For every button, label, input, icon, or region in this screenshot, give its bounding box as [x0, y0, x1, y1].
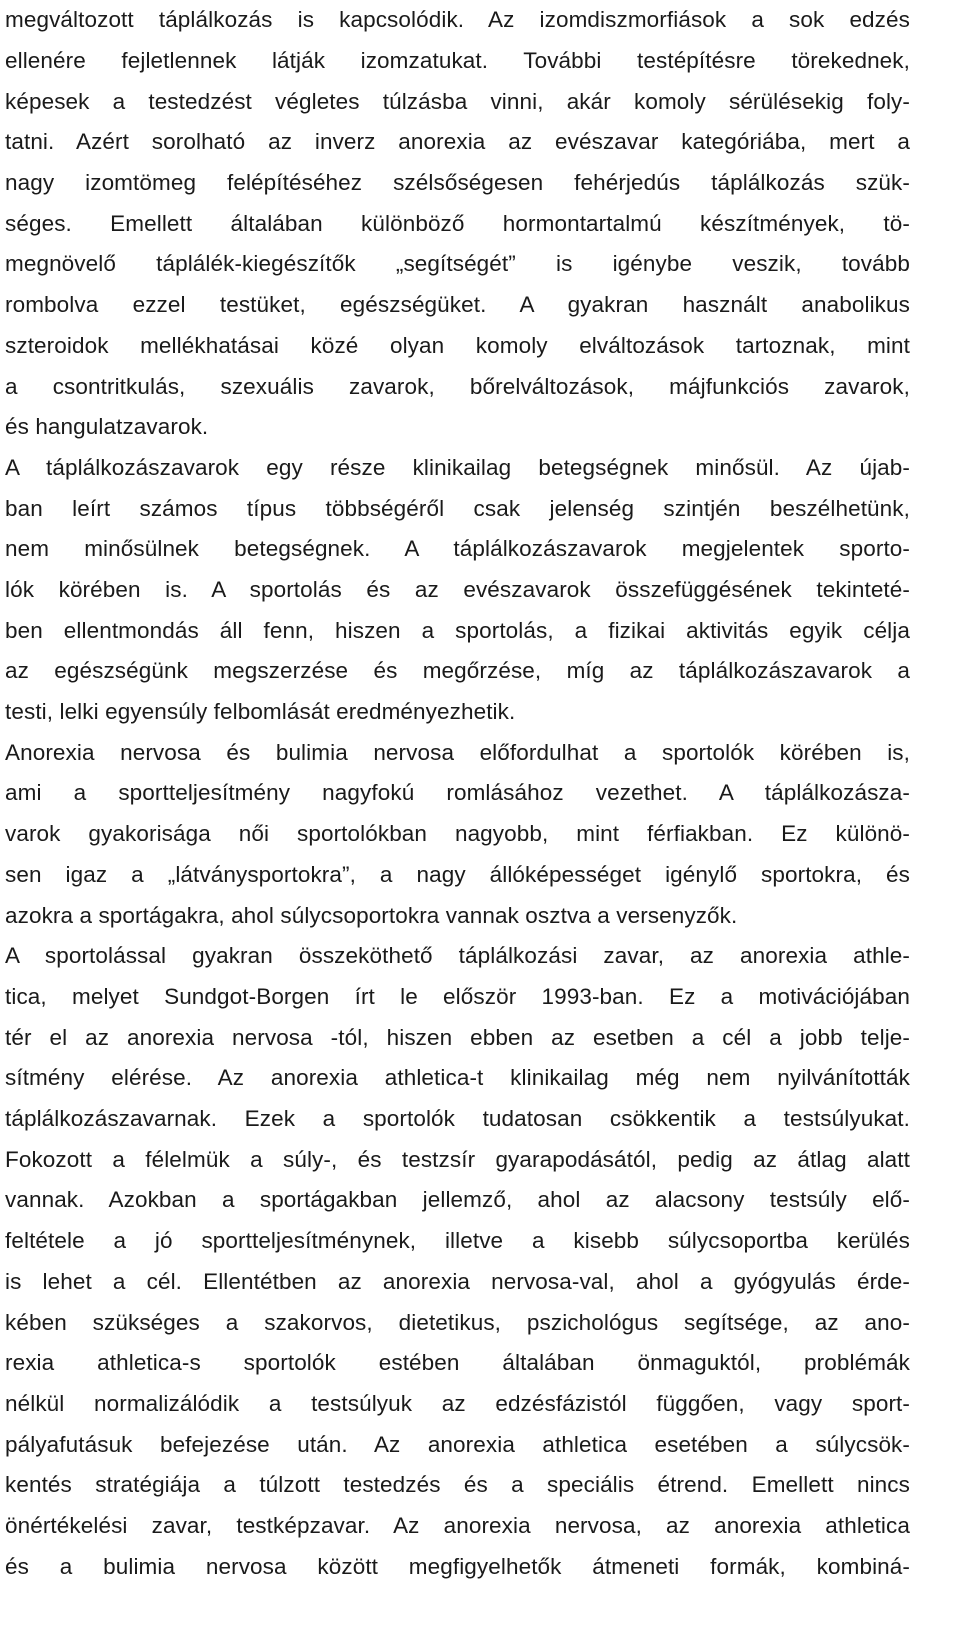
- text-line: séges. Emellett általában különböző hormontartalmú készítmények, tö-: [5, 211, 910, 236]
- text-line: Anorexia nervosa és bulimia nervosa előfordulhat a sportolók körében is,: [5, 740, 910, 765]
- text-line: feltétele a jó sportteljesítménynek, illetve a kisebb súlycsoportba kerülés: [5, 1228, 910, 1253]
- text-line: megváltozott táplálkozás is kapcsolódik. Az izomdiszmorfiások a sok edzés: [5, 7, 910, 32]
- text-line: táplálkozászavarnak. Ezek a sportolók tudatosan csökkentik a testsúlyukat.: [5, 1106, 910, 1131]
- text-line: tica, melyet Sundgot-Borgen írt le először 1993-ban. Ez a motivációjában: [5, 984, 910, 1009]
- text-line: önértékelési zavar, testképzavar. Az anorexia nervosa, az anorexia athletica: [5, 1513, 910, 1538]
- text-line: testi, lelki egyensúly felbomlását eredményezhetik.: [5, 699, 516, 724]
- text-line: is lehet a cél. Ellentétben az anorexia nervosa-val, ahol a gyógyulás érde-: [5, 1269, 910, 1294]
- text-line: kentés stratégiája a túlzott testedzés és a speciális étrend. Emellett nincs: [5, 1472, 910, 1497]
- text-line: lók körében is. A sportolás és az evészavarok összefüggésének tekinteté-: [5, 577, 910, 602]
- text-line: tatni. Azért sorolható az inverz anorexia az evészavar kategóriába, mert a: [5, 129, 910, 154]
- text-line: megnövelő táplálék-kiegészítők „segítségét” is igénybe veszik, tovább: [5, 251, 910, 276]
- text-line: ben ellentmondás áll fenn, hiszen a sportolás, a fizikai aktivitás egyik célja: [5, 618, 910, 643]
- text-line: kében szükséges a szakorvos, dietetikus, pszichológus segítsége, az ano-: [5, 1310, 910, 1335]
- text-line: sen igaz a „látványsportokra”, a nagy állóképességet igénylő sportokra, és: [5, 862, 910, 887]
- text-line: nagy izomtömeg felépítéséhez szélsőségesen fehérjedús táplálkozás szük-: [5, 170, 910, 195]
- text-line: azokra a sportágakra, ahol súlycsoportokra vannak osztva a versenyzők.: [5, 903, 738, 928]
- text-line: varok gyakorisága női sportolókban nagyobb, mint férfiakban. Ez különö-: [5, 821, 910, 846]
- text-line: vannak. Azokban a sportágakban jellemző, ahol az alacsony testsúly elő-: [5, 1187, 910, 1212]
- text-line: rexia athletica-s sportolók estében általában önmaguktól, problémák: [5, 1350, 910, 1375]
- text-line: A sportolással gyakran összeköthető táplálkozási zavar, az anorexia athle-: [5, 943, 910, 968]
- text-line: rombolva ezzel testüket, egészségüket. A gyakran használt anabolikus: [5, 292, 910, 317]
- text-line: sítmény elérése. Az anorexia athletica-t klinikailag még nem nyilvánították: [5, 1065, 910, 1090]
- text-line: ellenére fejletlennek látják izomzatukat. További testépítésre törekednek,: [5, 48, 910, 73]
- text-line: az egészségünk megszerzése és megőrzése, míg az táplálkozászavarok a: [5, 658, 910, 683]
- text-line: és a bulimia nervosa között megfigyelhetők átmeneti formák, kombiná-: [5, 1554, 910, 1579]
- text-line: szteroidok mellékhatásai közé olyan komoly elváltozások tartoznak, mint: [5, 333, 910, 358]
- text-line: és hangulatzavarok.: [5, 414, 209, 439]
- text-line: ban leírt számos típus többségéről csak jelenség szintjén beszélhetünk,: [5, 496, 910, 521]
- text-line: A táplálkozászavarok egy része klinikailag betegségnek minősül. Az újab-: [5, 455, 910, 480]
- text-line: nem minősülnek betegségnek. A táplálkozászavarok megjelentek sporto-: [5, 536, 910, 561]
- text-line: nélkül normalizálódik a testsúlyuk az edzésfázistól függően, vagy sport-: [5, 1391, 910, 1416]
- text-line: ami a sportteljesítmény nagyfokú romlásához vezethet. A táplálkozásza-: [5, 780, 910, 805]
- text-line: pályafutásuk befejezése után. Az anorexia athletica esetében a súlycsök-: [5, 1432, 910, 1457]
- text-line: tér el az anorexia nervosa -tól, hiszen ebben az esetben a cél a jobb telje-: [5, 1025, 910, 1050]
- text-line: képesek a testedzést végletes túlzásba vinni, akár komoly sérülésekig foly-: [5, 89, 910, 114]
- text-line: Fokozott a félelmük a súly-, és testzsír gyarapodásától, pedig az átlag alatt: [5, 1147, 910, 1172]
- text-line: a csontritkulás, szexuális zavarok, bőrelváltozások, májfunkciós zavarok,: [5, 374, 910, 399]
